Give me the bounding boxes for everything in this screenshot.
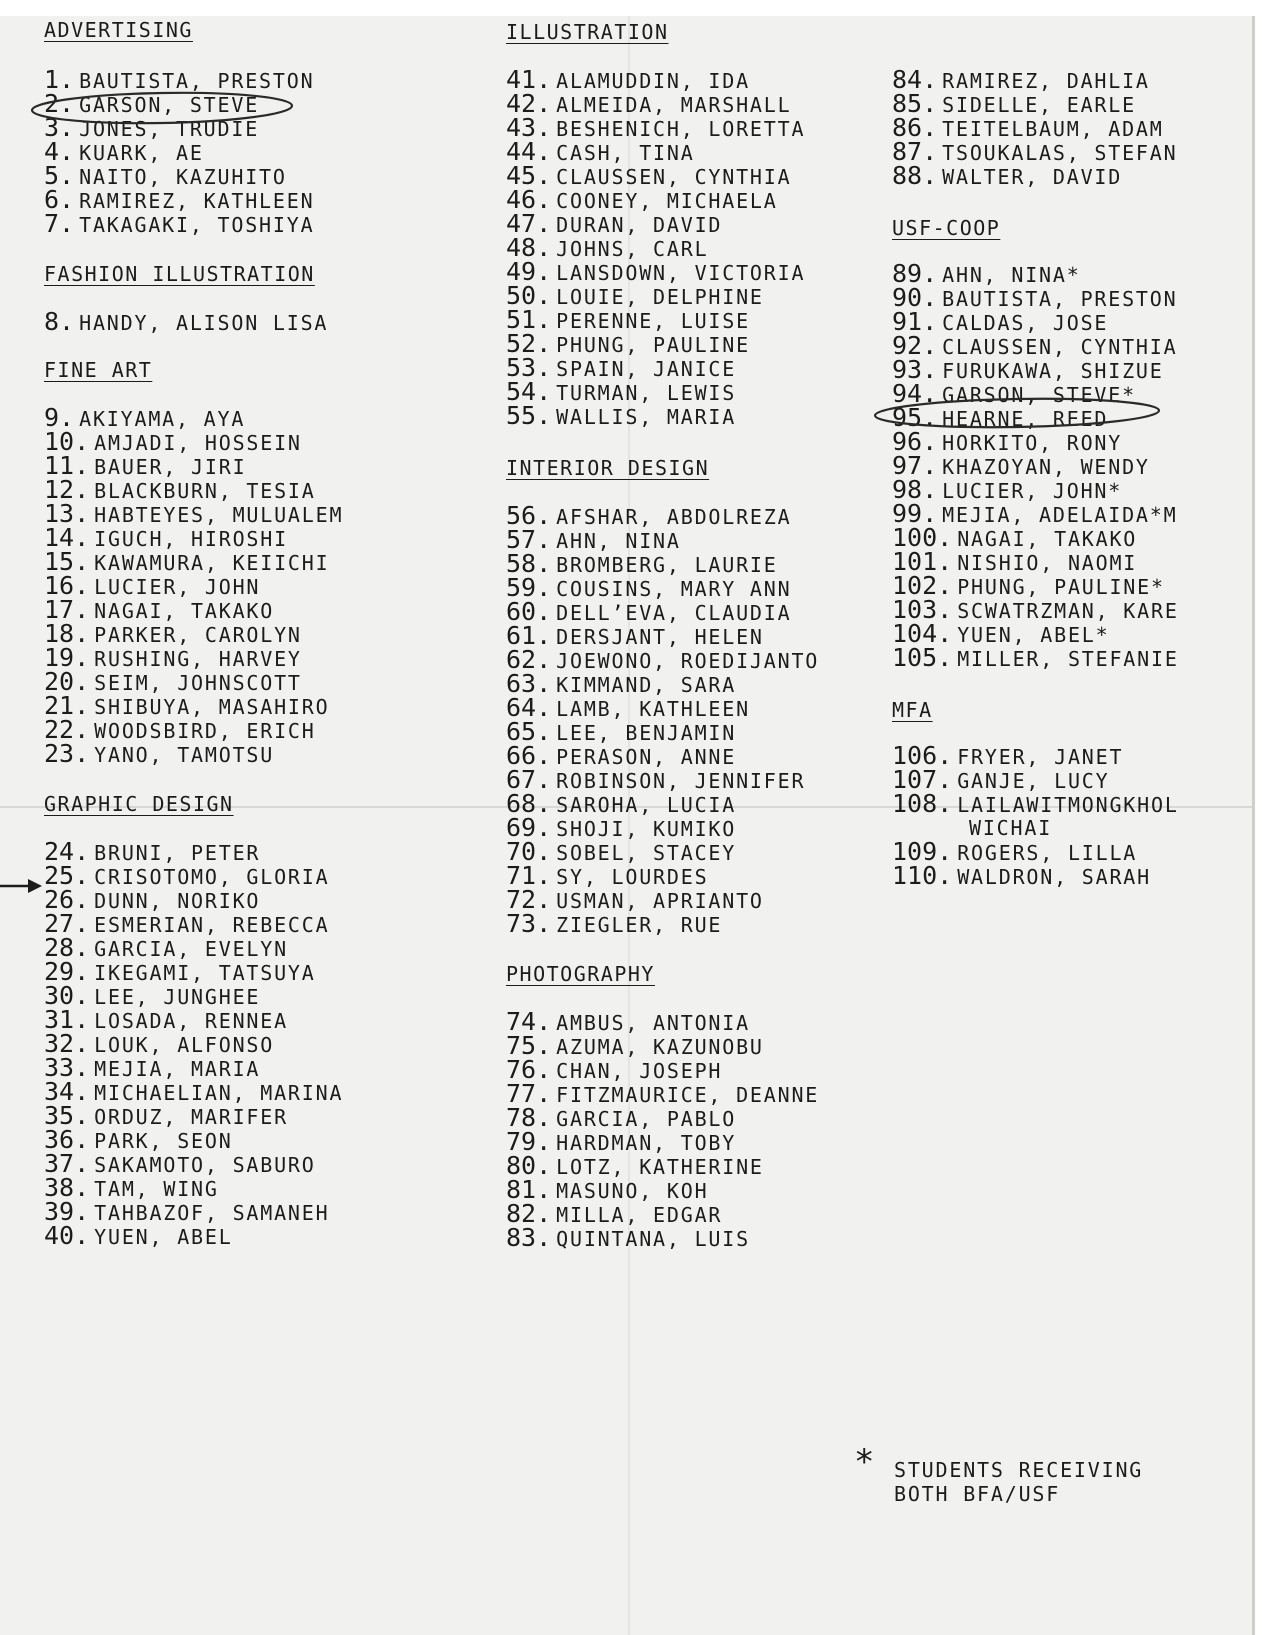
- list-item: 73. ZIEGLER, RUE: [506, 909, 723, 938]
- list-item: 16. LUCIER, JOHN: [44, 571, 261, 600]
- list-item: 54. TURMAN, LEWIS: [506, 377, 737, 406]
- list-item: 70. SOBEL, STACEY: [506, 837, 737, 866]
- list-item: 94. GARSON, STEVE*: [892, 379, 1136, 408]
- list-item: 50. LOUIE, DELPHINE: [506, 281, 764, 310]
- list-item: 15. KAWAMURA, KEIICHI: [44, 547, 330, 576]
- paper-edge: [1252, 16, 1255, 1635]
- list-item: 36. PARK, SEON: [44, 1125, 233, 1154]
- section-heading-usf-coop: USF-COOP: [892, 216, 1001, 240]
- list-item: 28. GARCIA, EVELYN: [44, 933, 288, 962]
- list-item: 6. RAMIREZ, KATHLEEN: [44, 185, 315, 214]
- list-item: 56. AFSHAR, ABDOLREZA: [506, 501, 792, 530]
- list-item: 96. HORKITO, RONY: [892, 427, 1123, 456]
- list-item: 74. AMBUS, ANTONIA: [506, 1007, 750, 1036]
- list-item: 49. LANSDOWN, VICTORIA: [506, 257, 806, 286]
- list-item: 68. SAROHA, LUCIA: [506, 789, 737, 818]
- list-item: 108. LAILAWITMONGKHOL: [892, 789, 1179, 818]
- list-item: 106. FRYER, JANET: [892, 741, 1124, 770]
- list-item: 8. HANDY, ALISON LISA: [44, 307, 329, 336]
- list-item: 109. ROGERS, LILLA: [892, 837, 1138, 866]
- list-item: 33. MEJIA, MARIA: [44, 1053, 261, 1082]
- section-heading-mfa: MFA: [892, 698, 933, 722]
- list-item: 59. COUSINS, MARY ANN: [506, 573, 792, 602]
- list-item: 48. JOHNS, CARL: [506, 233, 709, 262]
- list-item: 35. ORDUZ, MARIFER: [44, 1101, 288, 1130]
- section-heading-interior-design: INTERIOR DESIGN: [506, 456, 710, 480]
- list-item: 77. FITZMAURICE, DEANNE: [506, 1079, 820, 1108]
- list-item: 14. IGUCH, HIROSHI: [44, 523, 288, 552]
- list-item: 78. GARCIA, PABLO: [506, 1103, 737, 1132]
- section-heading-photography: PHOTOGRAPHY: [506, 962, 655, 986]
- list-item: 23. YANO, TAMOTSU: [44, 739, 275, 768]
- list-item: 93. FURUKAWA, SHIZUE: [892, 355, 1164, 384]
- list-item: 19. RUSHING, HARVEY: [44, 643, 302, 672]
- list-item: 43. BESHENICH, LORETTA: [506, 113, 806, 142]
- list-item: 27. ESMERIAN, REBECCA: [44, 909, 330, 938]
- list-item: 42. ALMEIDA, MARSHALL: [506, 89, 792, 118]
- section-heading-advertising: ADVERTISING: [44, 18, 193, 42]
- list-item: 65. LEE, BENJAMIN: [506, 717, 737, 746]
- list-item: 30. LEE, JUNGHEE: [44, 981, 261, 1010]
- list-item: 110. WALDRON, SARAH: [892, 861, 1151, 890]
- list-item: 40. YUEN, ABEL: [44, 1221, 233, 1250]
- list-item: 88. WALTER, DAVID: [892, 161, 1123, 190]
- list-item: 21. SHIBUYA, MASAHIRO: [44, 691, 330, 720]
- list-item: 85. SIDELLE, EARLE: [892, 89, 1136, 118]
- column-right: [892, 16, 1252, 1635]
- list-item: 2. GARSON, STEVE: [44, 89, 260, 118]
- list-item: 4. KUARK, AE: [44, 137, 204, 166]
- list-item: 32. LOUK, ALFONSO: [44, 1029, 275, 1058]
- list-item: 41. ALAMUDDIN, IDA: [506, 65, 750, 94]
- list-item: 86. TEITELBAUM, ADAM: [892, 113, 1164, 142]
- list-item: 34. MICHAELIAN, MARINA: [44, 1077, 344, 1106]
- list-item: 107. GANJE, LUCY: [892, 765, 1110, 794]
- list-item: 53. SPAIN, JANICE: [506, 353, 737, 382]
- list-item: 67. ROBINSON, JENNIFER: [506, 765, 806, 794]
- footnote: [854, 1442, 1144, 1506]
- list-item: 80. LOTZ, KATHERINE: [506, 1151, 764, 1180]
- list-item: 52. PHUNG, PAULINE: [506, 329, 750, 358]
- list-item: 3. JONES, TRUDIE: [44, 113, 260, 142]
- list-item: 47. DURAN, DAVID: [506, 209, 723, 238]
- list-item: 71. SY, LOURDES: [506, 861, 709, 890]
- list-item: 37. SAKAMOTO, SABURO: [44, 1149, 316, 1178]
- list-item: 12. BLACKBURN, TESIA: [44, 475, 316, 504]
- list-item: 102. PHUNG, PAULINE*: [892, 571, 1165, 600]
- list-item: 10. AMJADI, HOSSEIN: [44, 427, 302, 456]
- list-item: 24. BRUNI, PETER: [44, 837, 261, 866]
- list-item: 38. TAM, WING: [44, 1173, 219, 1202]
- list-item: 92. CLAUSSEN, CYNTHIA: [892, 331, 1178, 360]
- list-item: 66. PERASON, ANNE: [506, 741, 737, 770]
- list-item: 105. MILLER, STEFANIE: [892, 643, 1179, 672]
- list-item: 20. SEIM, JOHNSCOTT: [44, 667, 302, 696]
- list-item: 5. NAITO, KAZUHITO: [44, 161, 287, 190]
- list-item: 1. BAUTISTA, PRESTON: [44, 65, 315, 94]
- list-item: 100. NAGAI, TAKAKO: [892, 523, 1138, 552]
- list-item: 99. MEJIA, ADELAIDA*M: [892, 499, 1178, 528]
- section-heading-fashion-illustration: FASHION ILLUSTRATION: [44, 262, 315, 286]
- section-heading-graphic-design: GRAPHIC DESIGN: [44, 792, 234, 816]
- section-heading-fine-art: FINE ART: [44, 358, 153, 382]
- list-item: 7. TAKAGAKI, TOSHIYA: [44, 209, 315, 238]
- footnote-line-2: BOTH BFA/USF: [894, 1482, 1061, 1506]
- list-item: 79. HARDMAN, TOBY: [506, 1127, 737, 1156]
- list-item: 90. BAUTISTA, PRESTON: [892, 283, 1178, 312]
- list-item: 95. HEARNE, REED: [892, 403, 1109, 432]
- list-item: 84. RAMIREZ, DAHLIA: [892, 65, 1150, 94]
- list-item: 45. CLAUSSEN, CYNTHIA: [506, 161, 792, 190]
- list-item: 98. LUCIER, JOHN*: [892, 475, 1123, 504]
- list-item: 104. YUEN, ABEL*: [892, 619, 1110, 648]
- list-item: 76. CHAN, JOSEPH: [506, 1055, 723, 1084]
- list-item: 9. AKIYAMA, AYA: [44, 403, 246, 432]
- list-item: 22. WOODSBIRD, ERICH: [44, 715, 316, 744]
- list-item: 72. USMAN, APRIANTO: [506, 885, 764, 914]
- list-item: 97. KHAZOYAN, WENDY: [892, 451, 1150, 480]
- footnote-line-1: STUDENTS RECEIVING: [894, 1458, 1144, 1482]
- asterisk-icon: *: [854, 1442, 877, 1482]
- list-item: 103. SCWATRZMAN, KARE: [892, 595, 1179, 624]
- list-item: 82. MILLA, EDGAR: [506, 1199, 723, 1228]
- list-item: 13. HABTEYES, MULUALEM: [44, 499, 344, 528]
- list-item: 75. AZUMA, KAZUNOBU: [506, 1031, 764, 1060]
- list-item: 44. CASH, TINA: [506, 137, 695, 166]
- list-item: 62. JOEWONO, ROEDIJANTO: [506, 645, 820, 674]
- list-item: 18. PARKER, CAROLYN: [44, 619, 302, 648]
- list-item: 81. MASUNO, KOH: [506, 1175, 709, 1204]
- list-item: 60. DELL’EVA, CLAUDIA: [506, 597, 792, 626]
- section-heading-illustration: ILLUSTRATION: [506, 20, 669, 44]
- list-item: 83. QUINTANA, LUIS: [506, 1223, 750, 1252]
- list-item: 17. NAGAI, TAKAKO: [44, 595, 275, 624]
- list-item: 46. COONEY, MICHAELA: [506, 185, 778, 214]
- list-item: 58. BROMBERG, LAURIE: [506, 549, 778, 578]
- list-item: 25. CRISOTOMO, GLORIA: [44, 861, 330, 890]
- list-item: 101. NISHIO, NAOMI: [892, 547, 1138, 576]
- list-item: 63. KIMMAND, SARA: [506, 669, 737, 698]
- list-item: 69. SHOJI, KUMIKO: [506, 813, 737, 842]
- list-item-continuation: WICHAI: [969, 816, 1053, 840]
- list-item: 31. LOSADA, RENNEA: [44, 1005, 288, 1034]
- list-item: 61. DERSJANT, HELEN: [506, 621, 764, 650]
- list-item: 57. AHN, NINA: [506, 525, 681, 554]
- list-item: 26. DUNN, NORIKO: [44, 885, 261, 914]
- list-item: 55. WALLIS, MARIA: [506, 401, 737, 430]
- list-item: 39. TAHBAZOF, SAMANEH: [44, 1197, 330, 1226]
- list-item: 29. IKEGAMI, TATSUYA: [44, 957, 316, 986]
- list-item: 87. TSOUKALAS, STEFAN: [892, 137, 1178, 166]
- list-item: 64. LAMB, KATHLEEN: [506, 693, 750, 722]
- document-page: [0, 16, 1255, 1635]
- list-item: 91. CALDAS, JOSE: [892, 307, 1109, 336]
- list-item: 89. AHN, NINA*: [892, 259, 1081, 288]
- list-item: 11. BAUER, JIRI: [44, 451, 247, 480]
- list-item: 51. PERENNE, LUISE: [506, 305, 750, 334]
